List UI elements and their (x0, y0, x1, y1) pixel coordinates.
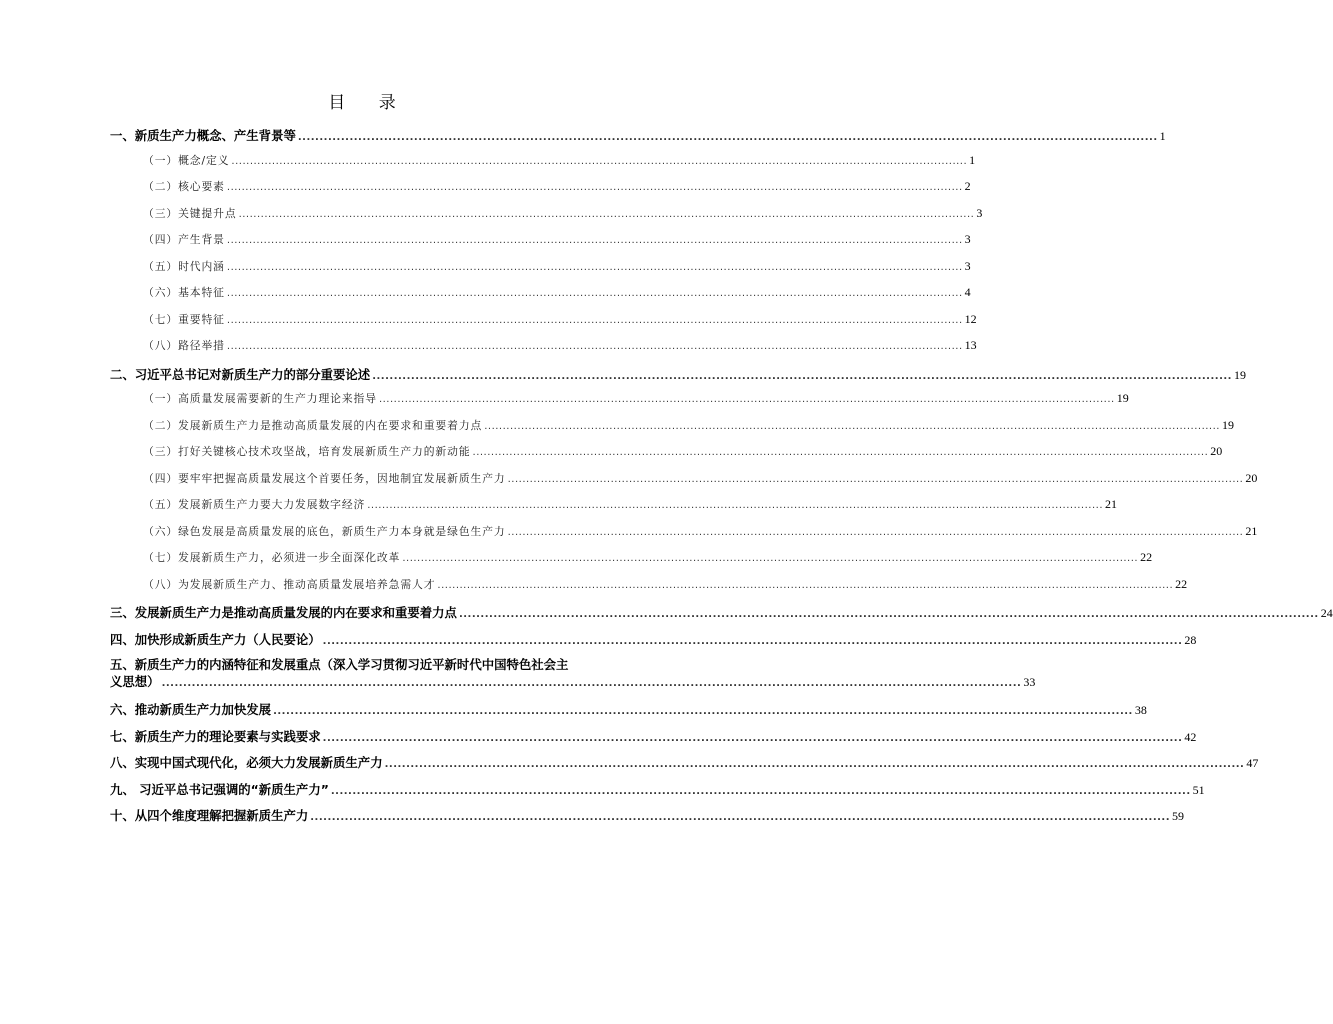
toc-page-number: 19 (1233, 367, 1246, 382)
page-title: 目 录 (328, 93, 410, 113)
toc-subentry[interactable] (110, 470, 1258, 498)
leader-dots (323, 636, 1183, 647)
toc-entry-multiline[interactable] (110, 656, 1036, 700)
toc-page-number: 20 (1245, 470, 1258, 485)
toc-subentry[interactable] (110, 258, 971, 286)
toc-entry-label: （二）核心要素 (143, 180, 225, 193)
leader-dots (227, 288, 963, 299)
leader-dots (273, 706, 1133, 717)
leader-dots (508, 527, 1244, 538)
toc-page-number: 22 (1175, 576, 1188, 591)
toc-subentry[interactable] (110, 497, 1117, 524)
toc-page-number: 47 (1246, 756, 1259, 770)
leader-dots (162, 675, 1022, 692)
toc-entry-label: （一）概念/定义 (143, 153, 230, 167)
toc-subentry[interactable] (110, 391, 1129, 418)
toc-page-number: 22 (1140, 550, 1153, 564)
toc-entry[interactable] (110, 753, 1259, 780)
toc-subentry[interactable] (110, 152, 976, 180)
toc-page-number: 59 (1172, 809, 1185, 823)
toc-page-number: 19 (1116, 391, 1129, 405)
toc-entry[interactable] (110, 630, 1197, 657)
toc-subentry[interactable] (110, 523, 1258, 551)
leader-dots (367, 500, 1103, 511)
leader-dots (459, 609, 1319, 620)
toc-entry-label: 十、从四个维度理解把握新质生产力 (110, 808, 309, 823)
toc-entry[interactable] (110, 700, 1147, 727)
toc-page-number: 2 (964, 179, 971, 193)
toc-entry-label: （五）时代内涵 (143, 259, 225, 273)
leader-dots (372, 371, 1232, 382)
toc-page-number: 3 (964, 258, 971, 273)
toc-page-number: 1 (969, 152, 976, 167)
toc-page-number: 13 (964, 338, 977, 352)
toc-page-number: 42 (1184, 729, 1197, 744)
leader-dots (227, 315, 963, 326)
toc-page-number: 28 (1184, 632, 1197, 647)
toc-entry-label: 九、 习近平总书记强调的“新质生产力” (110, 781, 329, 797)
leader-dots (227, 182, 963, 193)
toc-entry-label: （四）要牢牢把握高质量发展这个首要任务，因地制宜发展新质生产力 (143, 471, 506, 485)
leader-dots (298, 132, 1158, 143)
toc-page-number: 1 (1159, 129, 1166, 143)
toc-entry-label: （七）发展新质生产力，必须进一步全面深化改革 (143, 551, 401, 564)
toc-page-number: 20 (1210, 444, 1223, 458)
toc-entry-label-line1: 五、新质生产力的内涵特征和发展重点（深入学习贯彻习近平新时代中国特色社会主 (110, 657, 569, 672)
toc-subentry[interactable] (110, 550, 1153, 577)
toc-subentry[interactable] (110, 285, 971, 312)
toc-subentry[interactable] (110, 179, 971, 206)
toc-entry-label: 三、发展新质生产力是推动高质量发展的内在要求和重要着力点 (110, 605, 457, 620)
toc-page-number: 24 (1320, 606, 1333, 620)
toc-subentry[interactable] (110, 338, 977, 365)
toc-subentry[interactable] (110, 232, 971, 259)
leader-dots (227, 262, 963, 273)
toc-page-number: 3 (976, 205, 983, 220)
toc-entry-label: （五）发展新质生产力要大力发展数字经济 (143, 498, 366, 511)
toc-entry-label: （八）路径举措 (143, 339, 225, 352)
leader-dots (231, 156, 967, 167)
toc-entry[interactable] (110, 780, 1205, 807)
toc-entry-label-line2: 义思想） (110, 674, 160, 689)
toc-subentry[interactable] (110, 444, 1223, 471)
toc-entry-label: （八）为发展新质生产力、推动高质量发展培养急需人才 (143, 577, 436, 591)
toc-entry[interactable] (110, 365, 1246, 392)
leader-dots (508, 474, 1244, 485)
leader-dots (310, 812, 1170, 823)
toc-entry-label: （四）产生背景 (143, 233, 225, 246)
toc-entry-label: （三）关键提升点 (143, 206, 237, 220)
leader-dots (437, 580, 1173, 591)
leader-dots (227, 341, 963, 352)
leader-dots (473, 447, 1209, 458)
toc-page-number: 51 (1192, 782, 1205, 797)
leader-dots (227, 235, 963, 246)
toc-entry[interactable] (110, 603, 1333, 630)
toc-page-number: 4 (964, 285, 971, 299)
toc-entry-label: 七、新质生产力的理论要素与实践要求 (110, 728, 321, 744)
toc-page-number: 21 (1245, 523, 1258, 538)
toc-entry-label: 一、新质生产力概念、产生背景等 (110, 128, 296, 143)
table-of-contents (110, 126, 1333, 833)
toc-subentry[interactable] (110, 311, 977, 339)
toc-entry-label: （三）打好关键核心技术攻坚战，培育发展新质生产力的新动能 (143, 445, 471, 458)
toc-entry-label: 八、实现中国式现代化，必须大力发展新质生产力 (110, 755, 383, 770)
toc-entry-label: （二）发展新质生产力是推动高质量发展的内在要求和重要着力点 (143, 418, 483, 432)
toc-entry-label: （一）高质量发展需要新的生产力理论来指导 (143, 392, 377, 405)
toc-page-number: 21 (1105, 497, 1117, 511)
toc-page-number: 12 (964, 311, 977, 326)
toc-entry[interactable] (110, 727, 1197, 754)
leader-dots (331, 786, 1191, 797)
toc-entry[interactable] (110, 126, 1166, 153)
toc-entry-label: （六）绿色发展是高质量发展的底色，新质生产力本身就是绿色生产力 (143, 524, 506, 538)
toc-entry-label: （七）重要特征 (143, 312, 225, 326)
leader-dots (323, 733, 1183, 744)
leader-dots (379, 394, 1115, 405)
toc-entry-label: 四、加快形成新质生产力（人民要论） (110, 631, 321, 647)
toc-subentry[interactable] (110, 576, 1188, 604)
toc-page-number: 3 (964, 232, 971, 246)
leader-dots (239, 209, 975, 220)
toc-entry-label: （六）基本特征 (143, 286, 225, 299)
toc-page-number: 33 (1023, 675, 1036, 689)
toc-entry-label: 六、推动新质生产力加快发展 (110, 702, 272, 717)
toc-entry-label: 二、习近平总书记对新质生产力的部分重要论述 (110, 366, 371, 382)
leader-dots (402, 553, 1138, 564)
leader-dots (385, 759, 1245, 770)
toc-page-number: 38 (1134, 703, 1147, 717)
toc-entry[interactable] (110, 806, 1185, 833)
leader-dots (484, 421, 1220, 432)
toc-page-number: 19 (1221, 417, 1234, 432)
toc-subentry[interactable] (110, 417, 1234, 445)
toc-subentry[interactable] (110, 205, 983, 233)
